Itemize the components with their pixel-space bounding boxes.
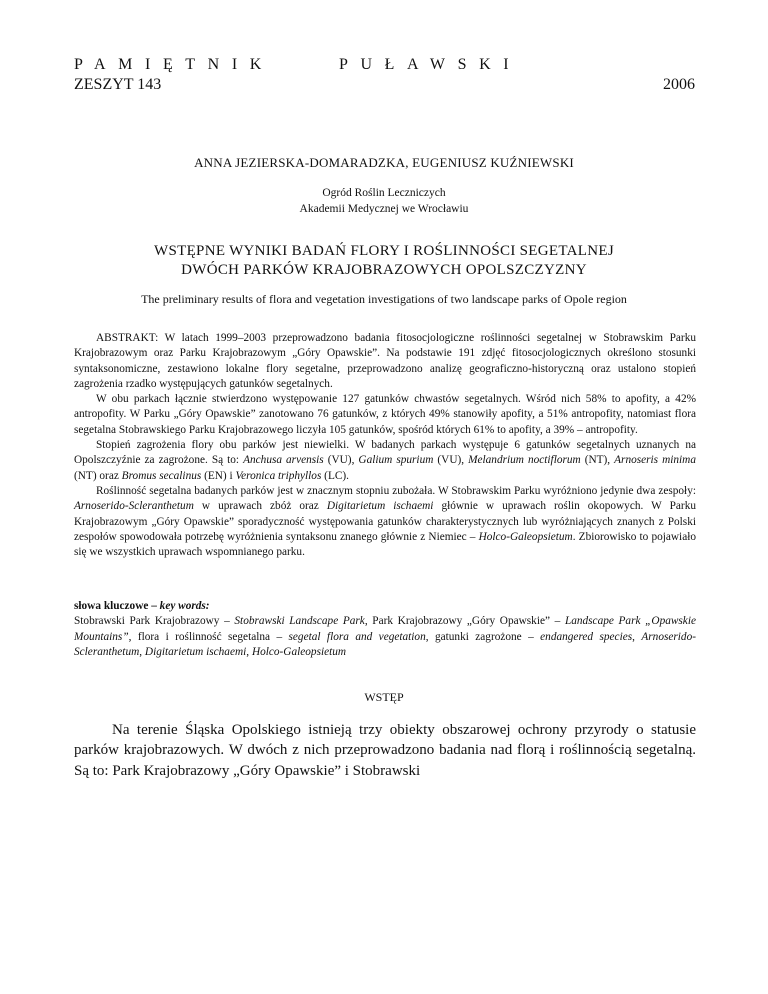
article-title-line-2: DWÓCH PARKÓW KRAJOBRAZOWYCH OPOLSZCZYZNY xyxy=(181,262,587,278)
abstract-paragraph-4: Roślinność segetalna badanych parków jest w znacznym stopniu zubożała. W Stobrawskim Parku wyróżniono jedynie dwa zespoły: Arnoserido-Scleranthetum w uprawach zbóż oraz Digitarietum ischaemi głównie w uprawach roślin okopowych. W Parku Krajobrazowym „Góry Opawskie” sporadyczność występowania gatunków charakterystycznych lub wyróżniających znanych z Polski zespołów spowodowała potrzebę wyróżnienia syntaksonu znanego głównie z Niemiec – Holco-Galeopsietum. Zbiorowisko to pojawiało się we wszystkich uprawach wspomnianego parku. xyxy=(74,484,696,559)
intro-paragraph: Na terenie Śląska Opolskiego istnieją trzy obiekty obszarowej ochrony przyrody o statusie parków krajobrazowych. W dwóch z nich przeprowadzono badania nad florą i roślinnością segetalną. Są to: Park Krajobrazowy „Góry Opawskie” i Stobrawski xyxy=(74,722,696,779)
english-title: The preliminary results of flora and vegetation investigations of two landscape parks of Opole region xyxy=(141,292,627,306)
journal-name-left: PAMIĘTNIK xyxy=(74,56,274,73)
affiliation-line-2: Akademii Medycznej we Wrocławiu xyxy=(299,203,469,215)
issue-number: ZESZYT 143 xyxy=(74,76,162,93)
publication-year: 2006 xyxy=(663,76,695,93)
abstract-paragraph-2: W obu parkach łącznie stwierdzono występowanie 127 gatunków chwastów segetalnych. Wśród nich 58% to apofity, a 42% antropofity. W Parku „Góry Opawskie” zanotowano 76 gatunków, z których 49% stanowiły apofity, a 51% antropofity, natomiast flora segetalna Stobrawskiego Parku Krajobrazowego liczyła 105 gatunków, spośród których 61% to apofity, a 39% – antropofity. xyxy=(74,393,696,436)
abstract xyxy=(74,331,696,560)
abstract-paragraph-3: Stopień zagrożenia flory obu parków jest niewielki. W badanych parkach występuje 6 gatunków segetalnych uznanych na Opolszczyźnie za zagrożone. Są to: Anchusa arvensis (VU), Galium spurium (VU), Melandrium noctiflorum (NT), Arnoseris minima (NT) oraz Bromus secalinus (EN) i Veronica triphyllos (LC). xyxy=(74,439,696,482)
journal-name-right: PUŁAWSKI xyxy=(339,56,522,73)
affiliation-line-1: Ogród Roślin Leczniczych xyxy=(322,187,446,199)
keywords: słowa kluczowe – key words: Stobrawski Park Krajobrazowy – Stobrawski Landscape Park, Park Krajobrazowy „Góry Opawskie” – Landscape Park „Opawskie Mountains”, flora i roślinność segetalna – segetal flora and vegetation, gatunki zagrożone – endangered species, Arnoserido-Scleranthetum, Digitarietum ischaemi, Holco-Galeopsietum xyxy=(74,600,696,658)
article-title-line-1: WSTĘPNE WYNIKI BADAŃ FLORY I ROŚLINNOŚCI SEGETALNEJ xyxy=(154,243,614,259)
abstract-paragraph-1: ABSTRAKT: W latach 1999–2003 przeprowadzono badania fitosocjologiczne roślinności segetalnej w Stobrawskim Parku Krajobrazowym oraz Parku Krajobrazowym „Góry Opawskie”. Na podstawie 191 zdjęć fitosocjologicznych określono stosunki syntaksonomiczne, zestawiono lokalne flory segetalne, przeprowadzono analizę geograficzno-historyczną oraz ustalono stopień zagrożenia rzadko występujących gatunków segetalnych. xyxy=(74,332,696,390)
keywords-label: słowa kluczowe – key words: xyxy=(74,600,210,612)
authors: ANNA JEZIERSKA-DOMARADZKA, EUGENIUSZ KUŹNIEWSKI xyxy=(194,155,574,170)
intro-section xyxy=(74,720,696,781)
section-heading-intro: WSTĘP xyxy=(364,690,404,704)
